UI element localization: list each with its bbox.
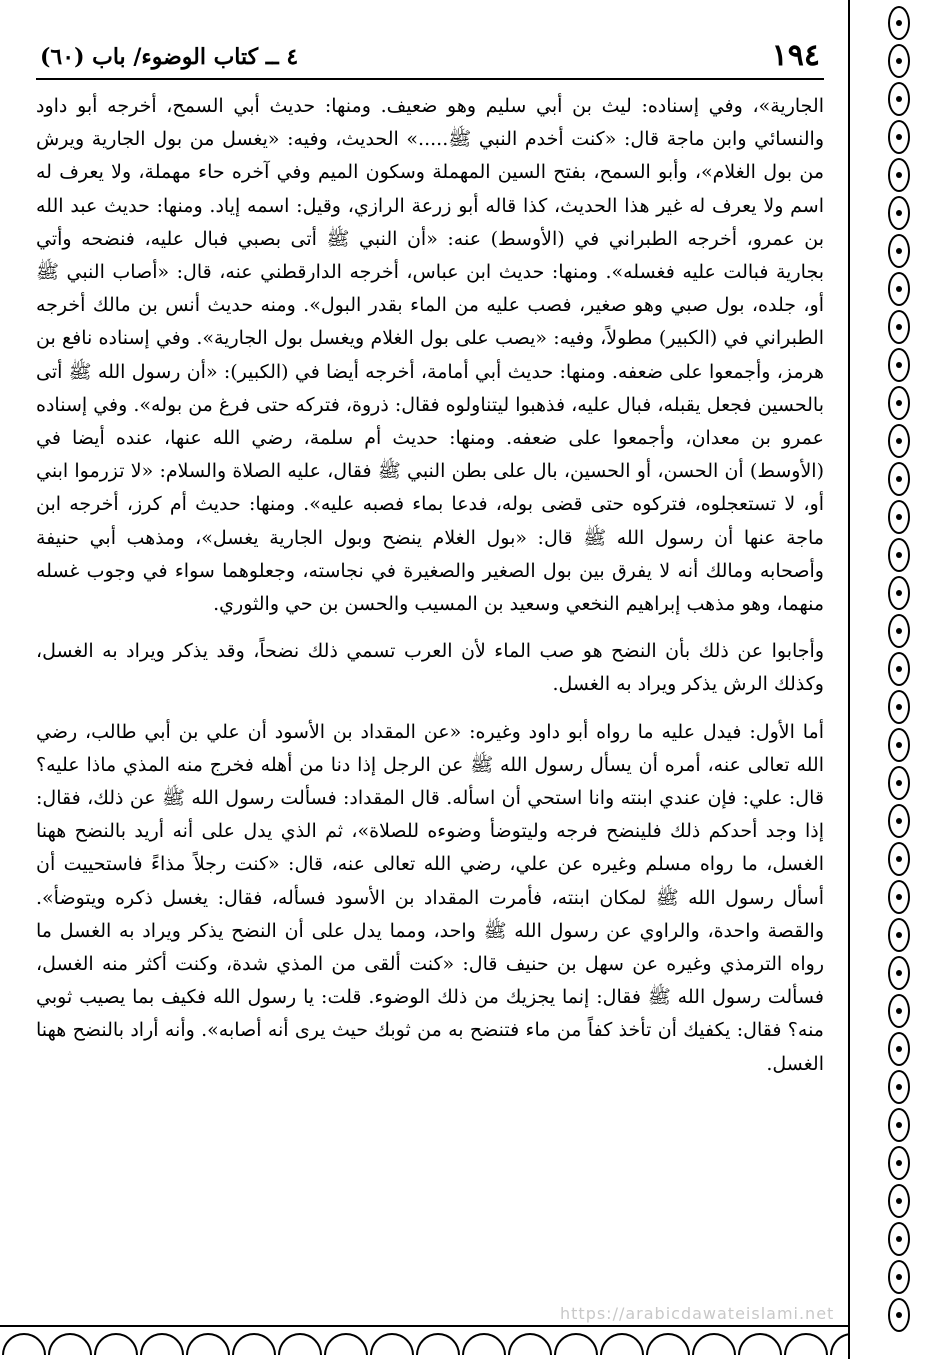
border-ornament-dot [896, 58, 902, 64]
border-ornament [94, 1333, 138, 1355]
border-ornament [462, 1333, 506, 1355]
border-ornament [48, 1333, 92, 1355]
border-ornament-dot [896, 666, 902, 672]
border-ornament [232, 1333, 276, 1355]
border-ornament [554, 1333, 598, 1355]
border-ornament-dot [896, 742, 902, 748]
border-ornament [600, 1333, 644, 1355]
border-ornament-dot [896, 362, 902, 368]
paragraph-3: أما الأول: فيدل عليه ما رواه أبو داود وغيره: «عن المقداد بن الأسود أن علي بن أبي طالب، رضي الله تعالى عنه، أمره أن يسأل رسول الله ﷺ عن الرجل إذا دنا من أهله فخرج منه المذي ماذا عليه؟ قال: علي: فإن عندي ابنته وانا استحي أن اسأله. قال المقداد: فسألت رسول الله ﷺ عن ذلك، فقال: إذا وجد أحدكم ذلك فلينضح فرجه وليتوضأ وضوءه للصلاة»، ثم الذي يدل على أنه أريد بالنضح ههنا الغسل، ما رواه مسلم وغيره عن علي، رضي الله تعالى عنه، قال: «كنت رجلاً مذاءً فاستحييت أن أسأل رسول الله ﷺ لمكان ابنته، فأمرت المقداد بن الأسود فسأله، فقال: يغسل ذكره ويتوضأ». والقصة واحدة، والراوي عن رسول الله ﷺ واحد، ومما يدل على أن النضح يذكر ويراد به الغسل ما رواه الترمذي وغيره عن سهل بن حنيف قال: «كنت ألقى من المذي شدة، وكنت أكثر منه الغسل، فسألت رسول الله ﷺ فقال: إنما يجزيك من ذلك الوضوء. قلت: يا رسول الله فكيف بما يصيب ثوبي منه؟ فقال: يكفيك أن تأخذ كفاً من ماء فتنضح به من ثوبك حيث يرى أنه أصابه». وأنه أراد بالنضح ههنا الغسل. [36, 720, 824, 1075]
border-ornament [830, 1333, 848, 1355]
border-ornament-dot [896, 704, 902, 710]
border-ornament-dot [896, 1084, 902, 1090]
border-ornament [784, 1333, 828, 1355]
border-ornament [186, 1333, 230, 1355]
border-ornament-dot [896, 210, 902, 216]
border-ornament-dot [896, 1274, 902, 1280]
border-ornament-dot [896, 932, 902, 938]
border-ornament-dot [896, 780, 902, 786]
border-ornament-dot [896, 628, 902, 634]
border-ornament [140, 1333, 184, 1355]
border-ornament-dot [896, 514, 902, 520]
border-ornament-dot [896, 476, 902, 482]
border-ornament-dot [896, 134, 902, 140]
border-ornament-dot [896, 818, 902, 824]
border-ornament-dot [896, 248, 902, 254]
paragraph-2: وأجابوا عن ذلك بأن النضح هو صب الماء لأن العرب تسمي ذلك نضحاً، وقد يذكر ويراد به الغسل، وكذلك الرش يذكر ويراد به الغسل. [36, 640, 824, 696]
border-ornament-dot [896, 1008, 902, 1014]
border-ornament-dot [896, 400, 902, 406]
running-header: ٤ ــ كتاب الوضوء/ باب (٦٠) [40, 44, 299, 70]
border-ornament-dot [896, 552, 902, 558]
border-ornament-dot [896, 590, 902, 596]
border-ornament-dot [896, 1198, 902, 1204]
ornamental-border-right [848, 0, 934, 1359]
border-ornament-dot [896, 1046, 902, 1052]
border-ornament-dot [896, 20, 902, 26]
page-number: ١٩٤ [771, 38, 820, 73]
border-ornament [508, 1333, 552, 1355]
page-header [36, 36, 824, 80]
border-ornament [2, 1333, 46, 1355]
border-ornament-dot [896, 856, 902, 862]
page-body [36, 90, 824, 1310]
watermark: https://arabicdawateislami.net [560, 1304, 835, 1323]
border-ornament-dot [896, 894, 902, 900]
border-ornament [324, 1333, 368, 1355]
border-ornament [416, 1333, 460, 1355]
border-ornament [692, 1333, 736, 1355]
paragraph-1: الجارية»، وفي إسناده: ليث بن أبي سليم وهو ضعيف. ومنها: حديث أبي السمح، أخرجه أبو داود والنسائي وابن ماجة قال: «كنت أخدم النبي ﷺ.....» الحديث، وفيه: «يغسل من بول الجارية ويرش من بول الغلام»، وأبو السمح، بفتح السين المهملة وسكون الميم وفي آخره حاء مهملة، ولا يعرف له اسم ولا يعرف له غير هذا الحديث، كذا قاله أبو زرعة الرازي، وقيل: اسمه إياد. ومنها: حديث عبد الله بن عمرو، أخرجه الطبراني في (الأوسط) عنه: «أن النبي ﷺ أتى بصبي فبال عليه، فنضحه وأتي بجارية فبالت عليه فغسله». ومنها: حديث ابن عباس، أخرجه الدارقطني عنه، قال: «أصاب النبي ﷺ أو، جلده، بول صبي وهو صغير، فصب عليه من الماء بقدر البول». ومنه حديث أنس بن مالك أخرجه الطبراني في (الكبير) مطولاً، وفيه: «يصب على بول الغلام ويغسل بول الجارية». وفي إسناده نافع بن هرمز، وأجمعوا على ضعفه. ومنها: حديث أبي أمامة، أخرجه أيضا في (الكبير): «أن رسول الله ﷺ أتى بالحسين فجعل يقبله، فبال عليه، فذهبوا ليتناولوه فقال: ذروة، فتركه حتى فرغ من بوله». وفي إسناده عمرو بن معدان، وأجمعوا على ضعفه. ومنها: حديث أم سلمة، رضي الله عنها، عنده أيضا في (الأوسط) أن الحسن، أو الحسين، بال على بطن النبي ﷺ فقال، عليه الصلاة والسلام: «لا تزرموا ابني أو، لا تستعجلوه، فتركوه حتى قضى بوله، فدعا بماء فصبه عليه». ومنها: حديث أم كرز، أخرجه ابن ماجة عنها أن رسول الله ﷺ قال: «بول الغلام ينضح وبول الجارية يغسل»، ومذهب أبي حنيفة وأصحابه ومالك أنه لا يفرق بين بول الصغير والصغيرة في نجاسته، وجعلوهما سواء في وجوب غسله منهما، وهو مذهب إبراهيم النخعي وسعيد بن المسيب والحسن بن حي والثوري. [36, 95, 824, 616]
border-ornament-dot [896, 1312, 902, 1318]
border-ornament-dot [896, 1122, 902, 1128]
border-ornament-dot [896, 324, 902, 330]
ornamental-border-bottom [0, 1325, 848, 1359]
border-ornament-dot [896, 96, 902, 102]
border-ornament [646, 1333, 690, 1355]
border-ornament-dot [896, 1160, 902, 1166]
border-ornament-dot [896, 438, 902, 444]
border-ornament-dot [896, 1236, 902, 1242]
border-ornament-dot [896, 970, 902, 976]
border-ornament-dot [896, 172, 902, 178]
border-ornament [370, 1333, 414, 1355]
border-ornament [738, 1333, 782, 1355]
border-ornament-dot [896, 286, 902, 292]
border-ornament [278, 1333, 322, 1355]
